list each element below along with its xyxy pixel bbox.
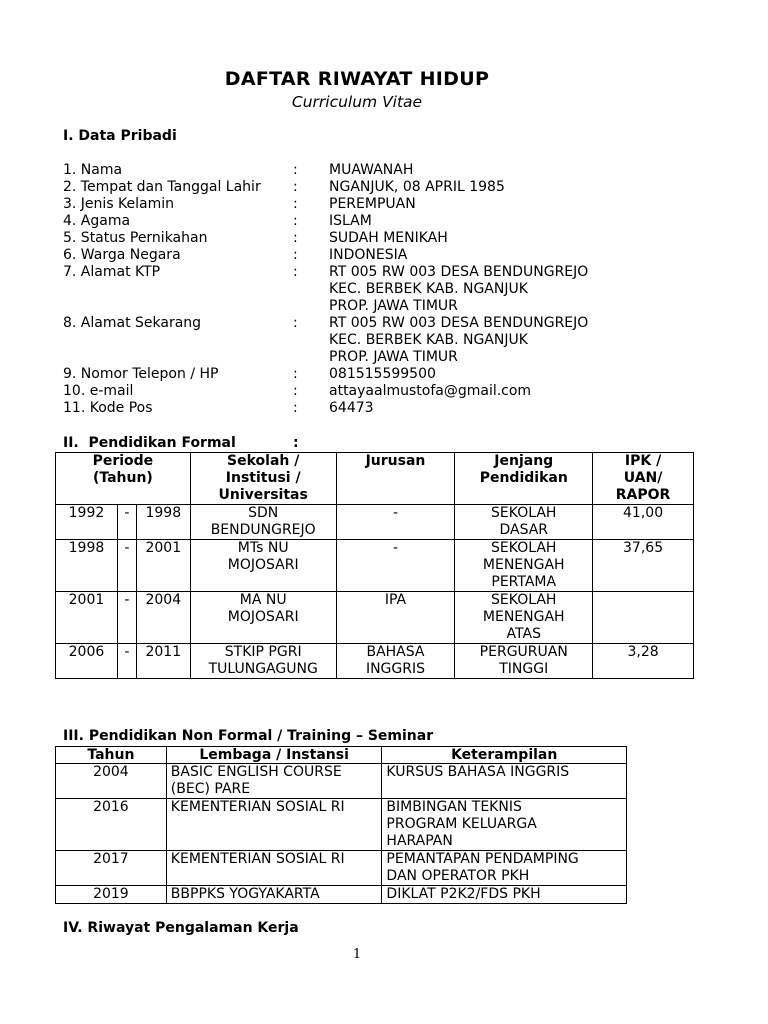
period-dash: - — [117, 644, 136, 679]
period-end: 2004 — [136, 592, 190, 644]
level-line: MENENGAH — [482, 609, 565, 625]
institution-cell — [166, 799, 382, 851]
table-row — [56, 886, 627, 904]
skill-line: HARAPAN — [386, 833, 453, 849]
header-line: Periode — [92, 453, 154, 469]
field-label: 1. Nama — [63, 162, 123, 178]
table-row — [56, 764, 627, 799]
header-line: RAPOR — [615, 487, 671, 503]
level-line: ATAS — [506, 626, 541, 642]
field-value: PROP. JAWA TIMUR — [329, 298, 458, 314]
field-value[interactable]: attayaalmustofa@gmail.com — [329, 383, 532, 399]
major-line: - — [392, 540, 399, 556]
score-cell: 3,28 — [593, 644, 694, 679]
period-end: 2011 — [136, 644, 190, 679]
level-line: SEKOLAH — [491, 592, 557, 608]
page-subtitle: Curriculum Vitae — [291, 93, 423, 111]
skill-line: KURSUS BAHASA INGGRIS — [386, 764, 570, 780]
field-value: RT 005 RW 003 DESA BENDUNGREJO — [329, 264, 589, 280]
field-label: 9. Nomor Telepon / HP — [63, 366, 219, 382]
level-cell — [455, 644, 593, 679]
period-dash: - — [117, 505, 136, 540]
year-cell: 2019 — [56, 886, 167, 904]
table-row — [56, 505, 694, 540]
col-header-jurusan — [336, 453, 455, 505]
field-label: 11. Kode Pos — [63, 400, 153, 416]
institution-cell — [166, 851, 382, 886]
level-line: PERGURUAN — [479, 644, 568, 660]
major-cell — [336, 592, 455, 644]
field-value: SUDAH MENIKAH — [329, 230, 448, 246]
non-formal-header-row — [56, 747, 627, 764]
skill-cell — [382, 851, 627, 886]
field-label: 7. Alamat KTP — [63, 264, 161, 280]
header-line: Jenjang — [494, 453, 554, 469]
field-label: 10. e-mail — [63, 383, 134, 399]
school-cell — [190, 592, 336, 644]
col-header-keterampilan: Keterampilan — [382, 747, 627, 764]
skill-line: DIKLAT P2K2/FDS PKH — [386, 886, 541, 902]
field-value: NGANJUK, 08 APRIL 1985 — [329, 179, 505, 195]
section-pendidikan-formal-heading — [63, 435, 299, 451]
field-label: 4. Agama — [63, 213, 131, 229]
level-line: TINGGI — [499, 661, 549, 677]
period-start: 2006 — [56, 644, 118, 679]
header-line: (Tahun) — [92, 470, 153, 486]
score-cell: 41,00 — [593, 505, 694, 540]
field-colon: : — [293, 196, 298, 212]
school-cell — [190, 644, 336, 679]
level-cell — [455, 592, 593, 644]
skill-line: DAN OPERATOR PKH — [386, 868, 530, 884]
field-label: 2. Tempat dan Tanggal Lahir — [63, 179, 261, 195]
institution-line: (BEC) PARE — [170, 781, 251, 797]
field-label: 5. Status Pernikahan — [63, 230, 208, 246]
level-line: PERTAMA — [491, 574, 557, 590]
header-line: Institusi / — [225, 470, 301, 486]
skill-line: PEMANTAPAN PENDAMPING — [386, 851, 579, 867]
skill-cell — [382, 764, 627, 799]
skill-cell — [382, 799, 627, 851]
section-data-pribadi-heading: I. Data Pribadi — [63, 128, 177, 144]
section-non-formal-heading: III. Pendidikan Non Formal / Training – Seminar — [63, 728, 434, 744]
header-line: Jurusan — [365, 453, 426, 469]
level-line: SEKOLAH — [491, 540, 557, 556]
institution-line: KEMENTERIAN SOSIAL RI — [170, 851, 345, 867]
institution-line: BBPPKS YOGYAKARTA — [170, 886, 320, 902]
period-dash: - — [117, 592, 136, 644]
field-colon: : — [293, 230, 298, 246]
table-row — [56, 540, 694, 592]
period-start: 1992 — [56, 505, 118, 540]
field-value: MUAWANAH — [329, 162, 414, 178]
header-line: UAN/ — [623, 470, 663, 486]
period-start: 2001 — [56, 592, 118, 644]
skill-line: BIMBINGAN TEKNIS — [386, 799, 522, 815]
section-pengalaman-kerja-heading: IV. Riwayat Pengalaman Kerja — [63, 920, 299, 936]
field-colon: : — [293, 315, 298, 331]
field-value: KEC. BERBEK KAB. NGANJUK — [329, 281, 528, 297]
institution-line: KEMENTERIAN SOSIAL RI — [170, 799, 345, 815]
field-colon: : — [293, 213, 298, 229]
page-title: DAFTAR RIWAYAT HIDUP — [224, 68, 490, 90]
table-row — [56, 644, 694, 679]
col-header-periode — [56, 453, 191, 505]
field-colon: : — [293, 264, 298, 280]
skill-line: PROGRAM KELUARGA — [386, 816, 537, 832]
year-cell: 2016 — [56, 799, 167, 851]
level-line: MENENGAH — [482, 557, 565, 573]
field-value: KEC. BERBEK KAB. NGANJUK — [329, 332, 528, 348]
school-line: MTs NU — [237, 540, 289, 556]
institution-line: BASIC ENGLISH COURSE — [170, 764, 342, 780]
institution-cell — [166, 764, 382, 799]
table-row — [56, 851, 627, 886]
institution-cell — [166, 886, 382, 904]
field-value: ISLAM — [329, 213, 372, 229]
col-header-sekolah — [190, 453, 336, 505]
section-pendidikan-formal-colon: : — [293, 435, 299, 451]
year-cell: 2004 — [56, 764, 167, 799]
school-line: BENDUNGREJO — [210, 522, 316, 538]
period-start: 1998 — [56, 540, 118, 592]
field-value: 64473 — [329, 400, 374, 416]
header-line: Sekolah / — [227, 453, 300, 469]
field-colon: : — [293, 247, 298, 263]
field-colon: : — [293, 179, 298, 195]
table-row — [56, 592, 694, 644]
field-label: 8. Alamat Sekarang — [63, 315, 202, 331]
field-colon: : — [293, 162, 298, 178]
non-formal-education-table — [55, 746, 627, 904]
col-header-tahun: Tahun — [56, 747, 167, 764]
score-cell: 37,65 — [593, 540, 694, 592]
col-header-ipk — [593, 453, 694, 505]
major-line: IPA — [384, 592, 407, 608]
school-line: SDN — [248, 505, 279, 521]
field-value: PEREMPUAN — [329, 196, 416, 212]
formal-education-header-row — [56, 453, 694, 505]
col-header-lembaga: Lembaga / Instansi — [166, 747, 382, 764]
period-end: 2001 — [136, 540, 190, 592]
school-line: STKIP PGRI — [224, 644, 302, 660]
level-line: DASAR — [499, 522, 549, 538]
col-header-jenjang — [455, 453, 593, 505]
period-dash: - — [117, 540, 136, 592]
period-end: 1998 — [136, 505, 190, 540]
header-line: Pendidikan — [479, 470, 568, 486]
school-cell — [190, 540, 336, 592]
year-cell: 2017 — [56, 851, 167, 886]
school-line: TULUNGAGUNG — [208, 661, 318, 677]
school-line: MOJOSARI — [227, 557, 299, 573]
field-value: INDONESIA — [329, 247, 408, 263]
field-label: 6. Warga Negara — [63, 247, 181, 263]
school-cell — [190, 505, 336, 540]
level-line: SEKOLAH — [491, 505, 557, 521]
field-colon: : — [293, 366, 298, 382]
major-cell — [336, 644, 455, 679]
school-line: MOJOSARI — [227, 609, 299, 625]
header-line: IPK / — [624, 453, 662, 469]
major-cell — [336, 505, 455, 540]
major-line: INGGRIS — [365, 661, 425, 677]
table-row — [56, 799, 627, 851]
field-value: 081515599500 — [329, 366, 436, 382]
score-cell — [593, 592, 694, 644]
field-colon: : — [293, 400, 298, 416]
major-line: BAHASA — [366, 644, 425, 660]
field-value: PROP. JAWA TIMUR — [329, 349, 458, 365]
section-pendidikan-formal-title: II. Pendidikan Formal — [63, 435, 236, 451]
level-cell — [455, 540, 593, 592]
school-line: MA NU — [239, 592, 287, 608]
skill-cell — [382, 886, 627, 904]
formal-education-table — [55, 452, 694, 679]
header-line: Universitas — [218, 487, 308, 503]
field-colon: : — [293, 383, 298, 399]
major-cell — [336, 540, 455, 592]
field-value: RT 005 RW 003 DESA BENDUNGREJO — [329, 315, 589, 331]
field-label: 3. Jenis Kelamin — [63, 196, 175, 212]
major-line: - — [392, 505, 399, 521]
level-cell — [455, 505, 593, 540]
page-number: 1 — [352, 947, 362, 962]
